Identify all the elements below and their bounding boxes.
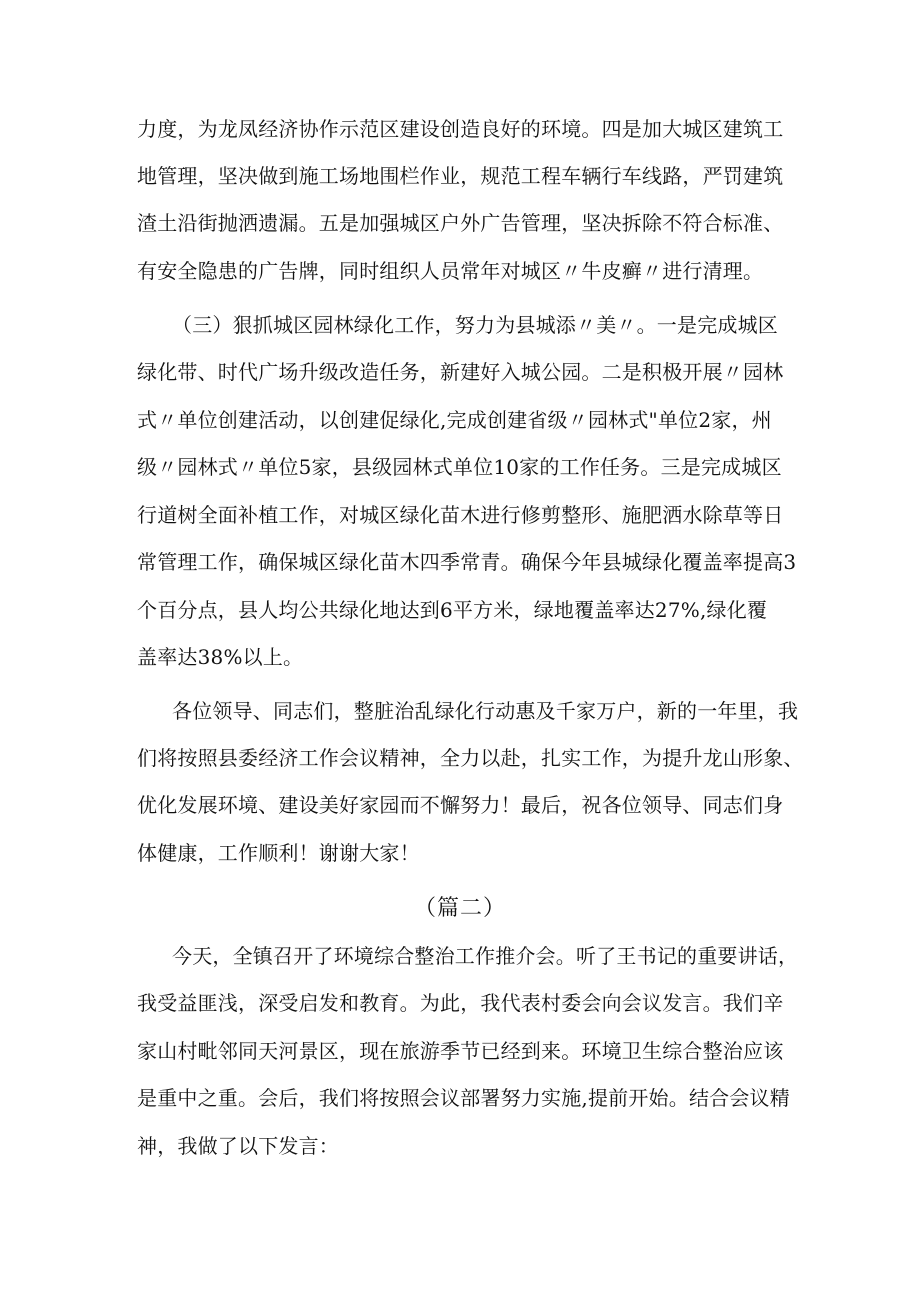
text-line: 优化发展环境、建设美好家园而不懈努力！最后，祝各位领导、同志们身 (137, 793, 784, 817)
text-line: 渣土沿街抛洒遗漏。五是加强城区户外广告管理，坚决拆除不符合标准、 (137, 211, 784, 235)
text-line: 个百分点，县人均公共绿化地达到6平方米，绿地覆盖率达27%,绿化覆 (137, 598, 768, 622)
section-heading: （篇二） (413, 896, 506, 921)
text-line: 行道树全面补植工作，对城区绿化苗木进行修剪整形、施肥洒水除草等日 (137, 503, 784, 527)
text-line: 有安全隐患的广告牌，同时组织人员常年对城区〃牛皮癣〃进行清理。 (137, 259, 764, 283)
text-line: 我受益匪浅，深受启发和教育。为此，我代表村委会向会议发言。我们辛 (137, 991, 784, 1015)
text-line: 常管理工作，确保城区绿化苗木四季常青。确保今年县城绿化覆盖率提高3 (137, 550, 797, 574)
text-line: 级〃园林式〃单位5家，县级园林式单位10家的工作任务。三是完成城区 (137, 455, 782, 479)
text-line: 今天，全镇召开了环境综合整治工作推介会。听了王书记的重要讲话， (172, 944, 799, 968)
text-line: 式〃单位创建活动，以创建促绿化,完成创建省级〃园林式"单位2家，州 (137, 408, 772, 432)
text-line: 力度，为龙凤经济协作示范区建设创造良好的环境。四是加大城区建筑工 (137, 117, 784, 141)
text-line: 是重中之重。会后，我们将按照会议部署努力实施,提前开始。结合会议精 (137, 1086, 790, 1110)
text-line: 各位领导、同志们，整脏治乱绿化行动惠及千家万户，新的一年里，我 (172, 699, 799, 723)
text-line: 家山村毗邻同天河景区，现在旅游季节已经到来。环境卫生综合整治应该 (137, 1039, 784, 1063)
text-line: 神，我做了以下发言： (137, 1134, 339, 1158)
text-line: 体健康，工作顺利！谢谢大家！ (137, 841, 420, 865)
text-line: （三）狠抓城区园林绿化工作，努力为县城添〃美〃。一是完成城区 (172, 313, 778, 337)
text-line: 绿化带、时代广场升级改造任务，新建好入城公园。二是积极开展〃园林 (137, 360, 784, 384)
text-line: 地管理，坚决做到施工场地围栏作业，规范工程车辆行车线路，严罚建筑 (137, 164, 784, 188)
text-line: 们将按照县委经济工作会议精神，全力以赴，扎实工作，为提升龙山形象、 (137, 746, 804, 770)
text-line: 盖率达38%以上。 (137, 645, 304, 669)
